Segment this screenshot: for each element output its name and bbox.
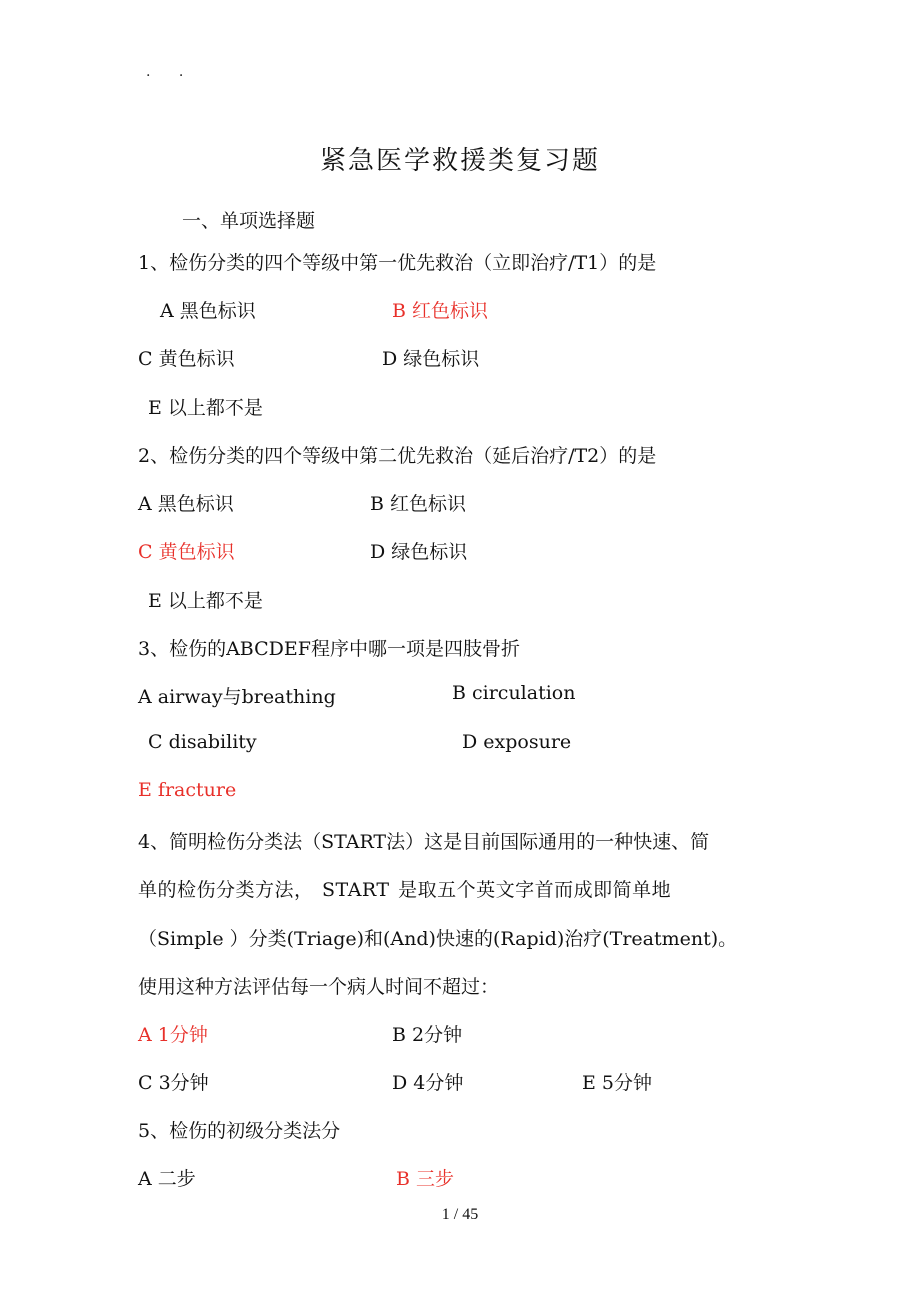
q2-option-a: A 黑色标识 — [138, 493, 234, 515]
document-title: 紧急医学救援类复习题 — [319, 146, 600, 176]
header-marks: . . — [146, 64, 196, 80]
question-4-line-1: 4、简明检伤分类法（START法）这是目前国际通用的一种快速、简 — [138, 831, 710, 853]
q2-option-e: E 以上都不是 — [148, 590, 263, 612]
question-4-line-3: （Simple ）分类(Triage)和(And)快速的(Rapid)治疗(Treatment)。 — [138, 928, 738, 950]
q4-option-d: D 4分钟 — [392, 1072, 464, 1094]
q2-option-b: B 红色标识 — [370, 493, 467, 515]
q3-option-e: E fracture — [138, 779, 237, 801]
question-4-line-4: 使用这种方法评估每一个病人时间不超过： — [138, 976, 500, 998]
q4-option-e: E 5分钟 — [582, 1072, 652, 1094]
q4-option-a: A 1分钟 — [138, 1024, 208, 1046]
question-2: 2、检伤分类的四个等级中第二优先救治（延后治疗/T2）的是 — [138, 445, 657, 467]
q4-option-b: B 2分钟 — [392, 1024, 463, 1046]
q1-option-a: A 黑色标识 — [160, 300, 256, 322]
q5-option-a: A 二步 — [138, 1168, 196, 1190]
q2-option-d: D 绿色标识 — [370, 541, 468, 563]
q5-option-b: B 三步 — [396, 1168, 455, 1190]
page-number: 1 / 45 — [441, 1206, 479, 1223]
question-4-line-2: 单的检伤分类方法， START 是取五个英文字首而成即简单地 — [138, 879, 672, 901]
q3-option-b: B circulation — [452, 682, 576, 704]
q2-option-c: C 黄色标识 — [138, 541, 235, 563]
q1-option-b: B 红色标识 — [392, 300, 489, 322]
question-5: 5、检伤的初级分类法分 — [138, 1120, 341, 1142]
question-3: 3、检伤的ABCDEF程序中哪一项是四肢骨折 — [138, 638, 520, 660]
q3-option-d: D exposure — [462, 731, 572, 753]
q4-option-c: C 3分钟 — [138, 1072, 209, 1094]
section-heading: 一、单项选择题 — [182, 210, 316, 232]
question-1: 1、检伤分类的四个等级中第一优先救治（立即治疗/T1）的是 — [138, 252, 657, 274]
q1-option-d: D 绿色标识 — [382, 348, 480, 370]
q1-option-c: C 黄色标识 — [138, 348, 235, 370]
q1-option-e: E 以上都不是 — [148, 397, 263, 419]
q3-option-a: A airway与breathing — [138, 686, 336, 708]
q3-option-c: C disability — [148, 731, 257, 753]
